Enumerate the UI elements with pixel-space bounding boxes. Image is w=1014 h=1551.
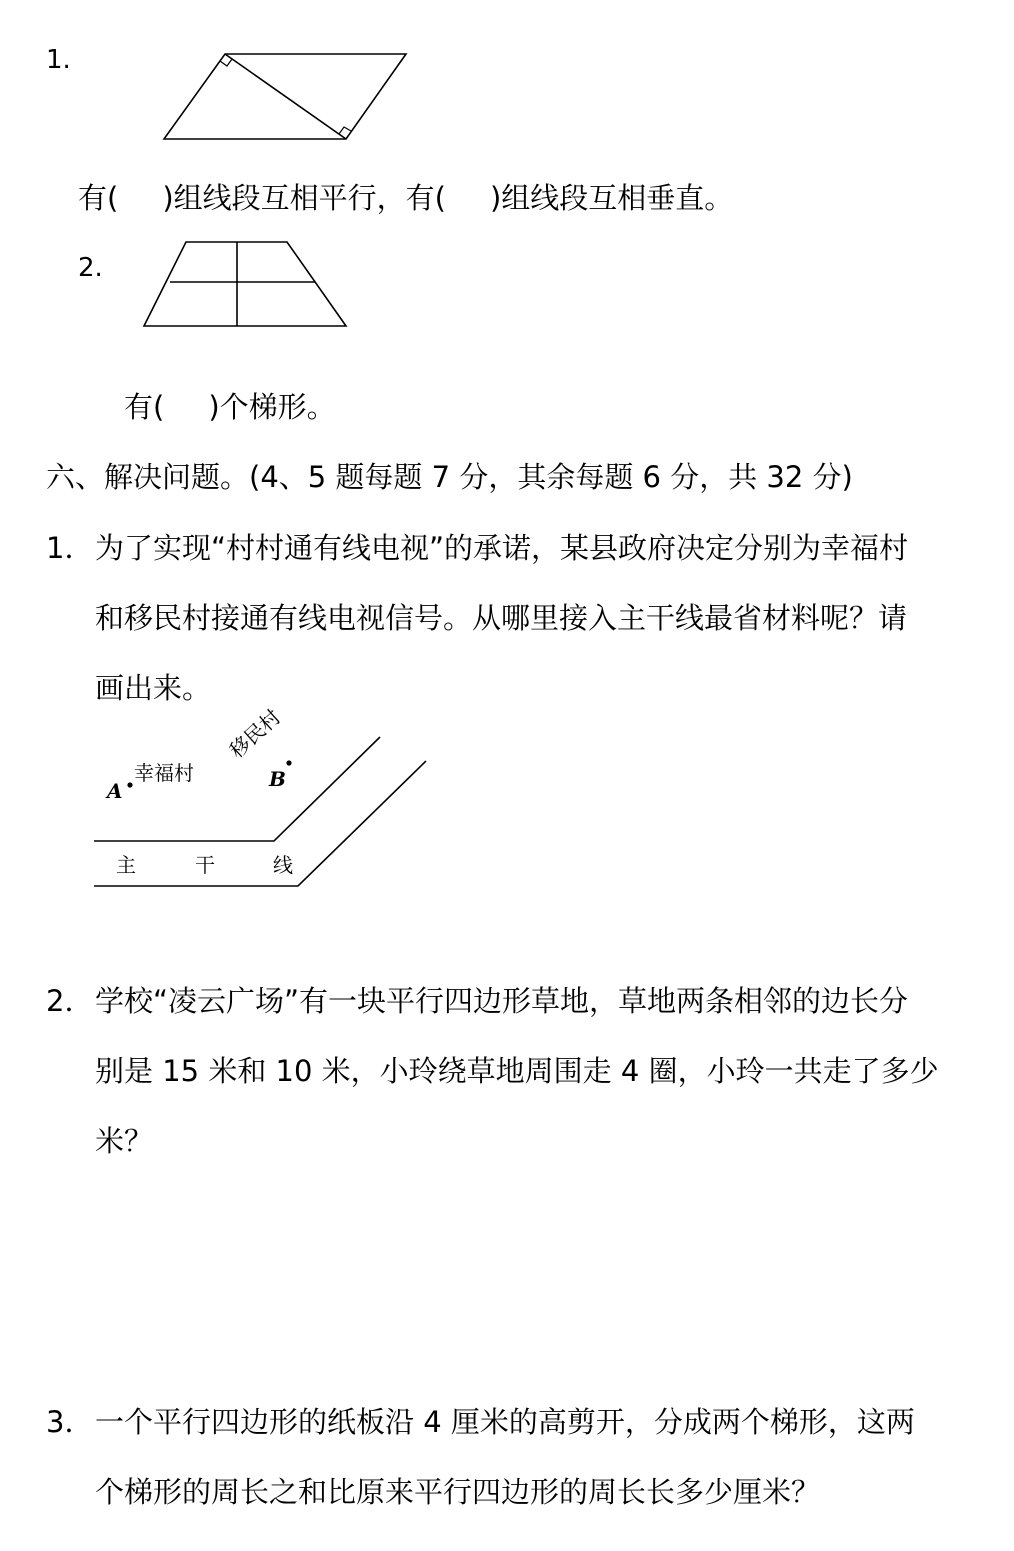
road-label-char-2: 干 [195, 853, 215, 877]
question-1-answer-line [78, 180, 733, 216]
right-angle-mark-bottom [339, 127, 351, 134]
parallelogram-diagonal [225, 54, 346, 139]
road-label-char-3: 线 [273, 853, 293, 877]
problem-1-number: 1． [46, 531, 94, 565]
village-b-label: 移民村 [224, 704, 286, 763]
point-b-label: B [269, 767, 286, 791]
parallelogram-outline [164, 54, 406, 139]
point-a-label: A [107, 779, 123, 803]
trapezoid-outline [144, 242, 346, 326]
problem-2-line-3: 米？ [95, 1124, 154, 1158]
problem-1-line-2: 和移民村接通有线电视信号。从哪里接入主干线最省材料呢？请 [95, 601, 908, 635]
problem-1-line-1: 为了实现“村村通有线电视”的承诺，某县政府决定分别为幸福村 [95, 531, 909, 565]
problem-2-line-2: 别是 15 米和 10 米，小玲绕草地周围走 4 圈，小玲一共走了多少 [95, 1054, 939, 1088]
problem-2-number: 2． [46, 984, 94, 1018]
village-a-label: 幸福村 [134, 761, 194, 785]
q1-text-end: )组线段互相垂直。 [489, 181, 734, 215]
question-2-number: 2. [78, 253, 103, 283]
q1-text-start: 有( [78, 181, 119, 215]
problem-3-line-1: 一个平行四边形的纸板沿 4 厘米的高剪开，分成两个梯形，这两 [95, 1405, 915, 1439]
problem-3-number: 3． [46, 1405, 94, 1439]
right-angle-mark-top [220, 59, 232, 66]
village-b-dot [286, 760, 291, 765]
section-heading: 六、解决问题。(4、5 题每题 7 分，其余每题 6 分，共 32 分) [46, 460, 853, 494]
question-1-number: 1. [46, 45, 71, 75]
road-label-char-1: 主 [116, 853, 136, 877]
question-2-answer-line [124, 389, 336, 425]
problem-3-line-2: 个梯形的周长之和比原来平行四边形的周长长多少厘米？ [95, 1475, 821, 1509]
q2-text-end: )个梯形。 [208, 390, 336, 424]
problem-1-line-3: 画出来。 [95, 671, 212, 705]
q1-text-middle: )组线段互相平行，有( [162, 181, 446, 215]
village-a-dot [127, 782, 132, 787]
q2-text-start: 有( [124, 390, 165, 424]
problem-2-line-1: 学校“凌云广场”有一块平行四边形草地，草地两条相邻的边长分 [95, 984, 909, 1018]
